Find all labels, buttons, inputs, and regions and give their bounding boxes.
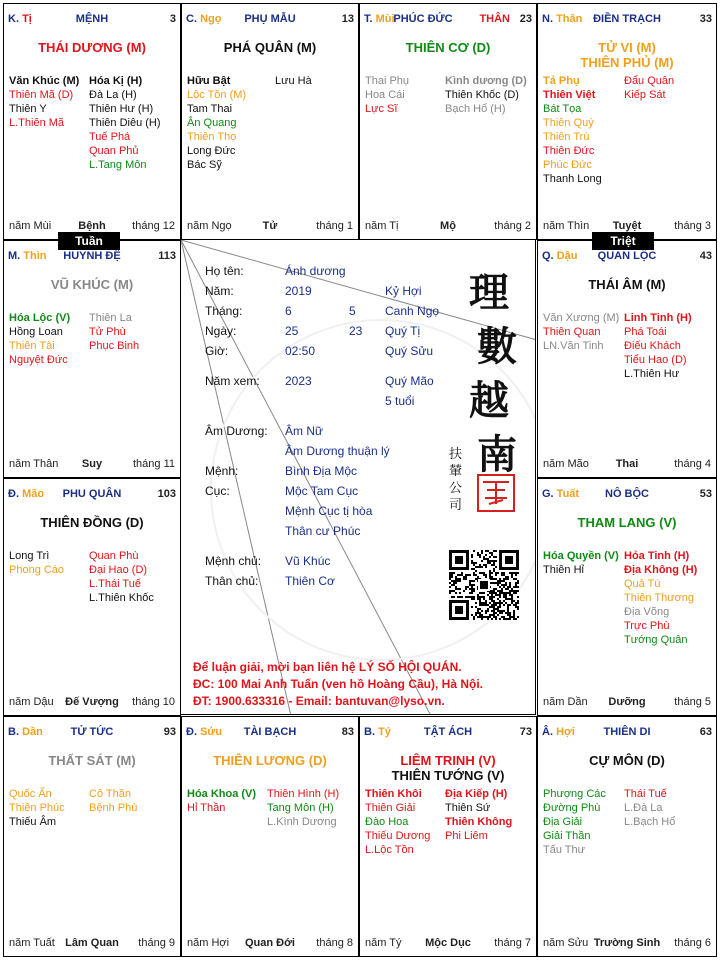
contact-line-1: Để luận giải, mời bạn liên hệ LÝ SỐ HỘI QUÁN. [193,660,462,674]
main-star: THÁI DƯƠNG (M) [38,40,146,55]
main-star: TỬ VI (M) [598,40,656,55]
star-item: Linh Tinh (H) [624,312,692,324]
star-item: Hóa Lộc (V) [9,312,71,324]
right-star-list [624,74,674,102]
palace-year-label: năm Tý [365,937,402,949]
star-item: Thiếu Âm [9,816,57,828]
palace-suu [181,716,359,957]
day-lunar: 23 [349,324,363,338]
palace-month-label: tháng 10 [132,696,175,708]
star-item: Thiên Tài [9,340,55,352]
star-item: Thiên Hư (H) [89,103,154,115]
star-item: L.Thiên Mã [9,117,65,129]
right-star-list [89,311,139,353]
star-item: Thiếu Dương [365,830,431,842]
name-value: Ánh dương [285,264,346,278]
star-item: Phong Cáo [9,564,65,576]
palace-life-stage: Bệnh [78,220,106,232]
left-star-list [543,74,602,186]
palace-branch: C. Ngọ [186,13,222,25]
calligraphy-char-2: 數 [477,323,517,370]
star-item: Địa Võng [624,606,670,618]
main-star: VŨ KHÚC (M) [50,277,134,292]
left-star-list [187,74,246,172]
right-star-list [445,787,512,843]
right-star-list [624,549,697,647]
star-item: Thiên Trù [543,131,590,143]
palace-life-stage: Thai [615,458,639,470]
palace-number: 23 [519,13,532,25]
palace-number: 63 [699,726,712,738]
palace-number: 83 [341,726,354,738]
star-item: Hỏa Tinh (H) [624,550,690,562]
age-value: 5 tuổi [385,394,415,408]
star-item: LN.Văn Tinh [543,340,604,352]
star-item: Thiên Việt [543,89,596,101]
palace-life-stage: Lâm Quan [65,937,119,949]
palace-tuat [537,478,717,716]
star-item: Bệnh Phù [89,802,138,814]
day-can: Quý Tị [385,324,421,338]
view-year-label: Năm xem: [205,374,260,388]
right-star-list [624,787,675,829]
main-star: PHÁ QUÂN (M) [223,40,317,55]
palace-ngo [181,3,359,240]
star-item: Phá Toái [624,326,667,338]
star-item: Lưu Hà [275,75,312,87]
palace-branch: B. Dần [8,726,43,738]
star-item: Thiên Giải [365,802,416,814]
star-item: Trực Phù [624,620,670,632]
main-star: THIÊN TƯỚNG (V) [391,768,505,783]
seal-small-text: 扶 輦 公 司 [449,447,463,513]
star-item: Tiểu Hao (D) [624,354,687,366]
star-item: Thiên Đức [543,145,595,157]
right-star-list [445,74,527,116]
star-item: Thanh Long [543,173,602,185]
star-item: Thiên Khôi [365,788,422,800]
star-item: Thai Phụ [365,75,410,87]
palace-name: TỬ TỨC [70,726,114,738]
right-star-list [89,787,137,815]
star-item: L.Kình Dương [267,816,337,828]
palace-ti [3,3,181,240]
main-star: THẤT SÁT (M) [48,753,136,768]
palace-ty [359,716,537,957]
palace-month-label: tháng 8 [316,937,353,949]
contact-line-3: ĐT: 1900.633316 - Email: bantuvan@lyso.vn. [193,694,445,708]
center-info-panel [180,239,536,715]
palace-name: PHU QUÂN [62,488,122,500]
star-item: Phi Liêm [445,830,488,842]
red-seal-stamp [477,474,515,512]
star-item: Thiên Thọ [187,131,237,143]
palace-branch: Â. Hợi [542,726,575,738]
star-item: Quan Phù [89,550,139,562]
palace-year-label: năm Dậu [9,696,54,708]
qr-code[interactable] [449,550,519,620]
star-item: Ân Quang [187,117,237,129]
than-cu: Thân cư Phúc [285,524,361,538]
star-item: Thiên Quan [543,326,601,338]
left-star-list [365,787,430,857]
palace-name: NÔ BỘC [605,488,649,500]
star-item: Lộc Tồn (M) [187,89,247,101]
palace-name: PHÚC ĐỨC [393,13,453,25]
star-item: Hồng Loan [9,326,63,338]
star-item: Hữu Bật [187,75,231,87]
day-label: Ngày: [205,324,237,338]
star-item: Giải Thần [543,830,591,842]
palace-mui [359,3,537,240]
palace-mao [3,478,181,716]
palace-name: QUAN LỘC [597,250,657,262]
right-star-list [267,787,339,829]
star-item: Phúc Đức [543,159,592,171]
palace-year-label: năm Mùi [9,220,52,232]
star-item: L.Lộc Tồn [365,844,414,856]
main-star: THIÊN LƯƠNG (D) [213,753,327,768]
star-item: Bạch Hổ (H) [445,103,506,115]
palace-number: 43 [699,250,712,262]
palace-dau [537,240,717,478]
main-star: THIÊN PHỦ (M) [580,55,674,70]
palace-month-label: tháng 5 [674,696,711,708]
star-item: Thái Tuế [624,788,667,800]
palace-branch: N. Thân [542,13,583,25]
star-item: Tang Môn (H) [267,802,334,814]
main-star: CỰ MÔN (D) [589,753,665,768]
left-star-list [9,787,65,829]
star-item: Tuế Phá [89,131,131,143]
palace-branch: B. Tý [364,726,391,738]
star-item: Thiên Hình (H) [267,788,340,800]
star-item: L.Bạch Hổ [624,816,676,828]
star-item: Tử Phù [89,326,126,338]
tuan-tag: Tuần [58,232,120,250]
star-item: L.Thiên Khốc [89,592,154,604]
star-item: Thiên Diêu (H) [89,117,161,129]
star-item: L.Thái Tuế [89,578,141,590]
view-year-value: 2023 [285,374,312,388]
left-star-list [543,311,619,353]
palace-branch: M. Thìn [8,250,47,262]
calligraphy-char-3: 越 [469,377,509,424]
palace-number: 103 [157,488,176,500]
palace-number: 13 [341,13,354,25]
star-item: Thiên Khốc (D) [445,89,519,101]
star-item: Hóa Quyền (V) [543,550,619,562]
palace-year-label: năm Hợi [187,937,230,949]
palace-branch: Q. Dậu [542,250,578,262]
contact-line-2: ĐC: 100 Mai Anh Tuấn (ven hồ Hoàng Cầu), Hà Nội. [193,677,484,691]
palace-name: TÀI BẠCH [243,726,297,738]
cuc-value: Mộc Tam Cục [285,484,359,498]
palace-branch: T. Mùi [364,13,395,25]
cuc-relation: Mệnh Cục tị hòa [285,504,373,518]
star-item: Tấu Thư [543,844,586,856]
star-item: Hỉ Thần [187,802,226,814]
palace-life-stage: Tử [262,220,278,232]
menh-label: Mệnh: [205,464,239,478]
palace-number: 113 [158,250,176,262]
right-star-list [89,549,154,605]
star-item: Long Trì [9,550,50,562]
star-item: Nguyệt Đức [9,354,68,366]
star-item: Quan Phủ [89,145,139,157]
palace-month-label: tháng 12 [132,220,175,232]
left-star-list [543,549,619,577]
triet-tag: Triệt [592,232,654,250]
star-item: Hóa Kị (H) [89,75,143,87]
main-star: THIÊN CƠ (D) [405,40,491,55]
view-year-can: Quý Mão [385,374,434,388]
star-item: Tam Thai [187,103,233,115]
palace-branch: Đ. Mão [8,488,45,500]
star-item: Phượng Các [543,788,606,800]
month-can: Canh Ngọ [385,304,440,318]
year-value: 2019 [285,284,312,298]
palace-number: 53 [699,488,712,500]
star-item: L.Tang Môn [89,159,147,171]
star-item: Văn Xương (M) [543,312,620,324]
palace-number: 3 [169,13,176,25]
palace-life-stage: Tuyệt [612,220,642,232]
menhchu-label: Mệnh chủ: [205,554,262,568]
amduong-label: Âm Dương: [205,424,268,438]
calligraphy-char-4: 南 [477,431,517,478]
main-star: LIÊM TRINH (V) [400,753,496,768]
palace-month-label: tháng 4 [674,458,711,470]
palace-life-stage: Trường Sinh [593,937,661,949]
palace-number: 73 [519,726,532,738]
palace-life-stage: Đế Vượng [65,696,119,708]
palace-month-label: tháng 7 [494,937,531,949]
day-value: 25 [285,324,299,338]
star-item: Thiên Không [445,816,513,828]
palace-number: 33 [699,13,712,25]
star-item: Văn Khúc (M) [9,75,80,87]
palace-name: PHỤ MẪU [244,13,296,25]
star-item: Quốc Ấn [9,788,52,800]
palace-number: 93 [163,726,176,738]
main-star: THAM LANG (V) [577,515,677,530]
year-can: Kỷ Hợi [385,284,422,298]
month-value: 6 [285,304,292,318]
palace-than [537,3,717,240]
star-item: Đào Hoa [365,816,409,828]
amduong-value: Âm Nữ [285,424,324,438]
star-item: Đại Hao (D) [89,564,148,576]
right-star-list [624,311,692,381]
hour-value: 02:50 [285,344,316,358]
star-item: Bác Sỹ [187,159,222,171]
star-item: Hoa Cái [365,89,405,101]
left-star-list [9,74,79,130]
star-item: Thiên Quý [543,117,594,129]
palace-dan [3,716,181,957]
palace-branch: G. Tuất [542,488,580,500]
palace-name: THIÊN DI [603,726,651,738]
thanchu-value: Thiên Cơ [285,574,335,588]
palace-year-label: năm Tuất [9,937,55,949]
palace-branch: K. Tị [8,13,32,25]
star-item: Thiên Thương [624,592,695,604]
star-item: Bát Tọa [543,103,582,115]
name-label: Họ tên: [205,264,244,278]
left-star-list [543,787,606,857]
calligraphy-char-1: 理 [469,269,509,316]
left-star-list [365,74,409,116]
palace-month-label: tháng 3 [674,220,711,232]
palace-month-label: tháng 6 [674,937,711,949]
palace-year-label: năm Thân [9,458,59,470]
than-marker: THÂN [479,13,510,25]
star-item: Đà La (H) [89,89,137,101]
palace-year-label: năm Sửu [543,937,589,949]
star-item: Quả Tú [624,578,661,590]
star-item: Đẩu Quân [624,75,675,87]
palace-year-label: năm Thìn [543,220,590,232]
star-item: Kiếp Sát [624,89,666,101]
star-item: Lực Sĩ [365,103,398,115]
palace-year-label: năm Dần [543,696,588,708]
palace-month-label: tháng 2 [494,220,531,232]
palace-month-label: tháng 1 [316,220,353,232]
amduong-relation: Âm Dương thuận lý [285,444,390,458]
right-star-list [275,74,312,88]
palace-life-stage: Suy [81,458,103,470]
palace-name: TẬT ÁCH [423,726,473,738]
star-item: Cô Thần [89,788,131,800]
palace-branch: Đ. Sửu [186,726,223,738]
palace-month-label: tháng 11 [132,458,175,470]
star-item: L.Đà La [624,802,663,814]
star-item: Tả Phụ [543,75,580,87]
star-item: L.Thiên Hư [624,368,680,380]
month-lunar: 5 [349,304,356,318]
menhchu-value: Vũ Khúc [285,554,331,568]
menh-value: Bình Địa Mộc [285,464,358,478]
year-label: Năm: [205,284,234,298]
hour-label: Giờ: [205,344,229,358]
palace-year-label: năm Tị [365,220,399,232]
main-star: THÁI ÂM (M) [588,277,666,292]
star-item: Địa Giải [543,816,583,828]
star-item: Long Đức [187,145,236,157]
left-star-list [187,787,256,815]
star-item: Đường Phù [543,802,601,814]
star-item: Điếu Khách [624,340,681,352]
palace-name: MỆNH [75,13,109,25]
star-item: Phục Binh [89,340,140,352]
hour-can: Quý Sửu [385,344,434,358]
star-item: Địa Kiếp (H) [445,788,508,800]
main-star: THIÊN ĐỒNG (D) [40,515,144,530]
star-item: Thiên Mã (D) [9,89,74,101]
star-item: Hóa Khoa (V) [187,788,257,800]
palace-life-stage: Mộc Dục [425,937,471,949]
palace-hoi [537,716,717,957]
palace-year-label: năm Ngọ [187,220,232,232]
palace-name: ĐIỀN TRẠCH [593,13,661,25]
palace-thin [3,240,181,478]
palace-month-label: tháng 9 [138,937,175,949]
thanchu-label: Thân chủ: [205,574,259,588]
palace-life-stage: Mộ [440,220,456,232]
cuc-label: Cục: [205,484,230,498]
star-item: Thiên Hỉ [543,564,584,576]
right-star-list [89,74,161,172]
left-star-list [9,549,64,577]
star-item: Thiên Sứ [445,802,491,814]
palace-life-stage: Quan Đới [245,937,295,949]
star-item: Thiên La [89,312,132,324]
palace-life-stage: Dưỡng [608,696,646,708]
palace-year-label: năm Mão [543,458,589,470]
star-item: Địa Không (H) [624,564,698,576]
star-item: Thiên Y [9,103,47,115]
star-item: Tướng Quân [624,634,688,646]
star-item: Kình dương (D) [445,75,527,87]
month-label: Tháng: [205,304,243,318]
left-star-list [9,311,70,367]
star-item: Thiên Phúc [9,802,65,814]
palace-name: HUYNH ĐỆ [63,250,121,262]
